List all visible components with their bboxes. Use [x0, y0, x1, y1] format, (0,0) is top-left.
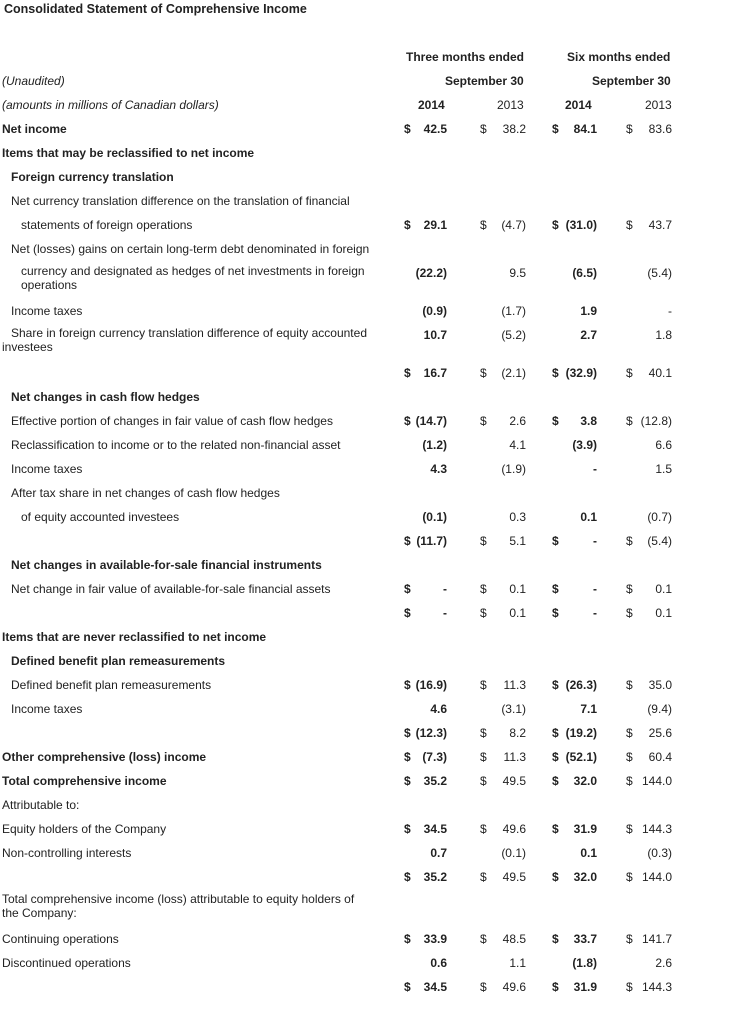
value-cell: (1.8): [572, 956, 597, 970]
table-row: [0, 508, 740, 526]
value-cell: (1.2): [422, 438, 447, 452]
value-cell: -: [668, 304, 672, 318]
year-header-4: 2013: [645, 98, 672, 112]
total-row: [0, 772, 740, 790]
value-cell: 0.7: [430, 846, 447, 860]
value-cell: 6.6: [655, 438, 672, 452]
unaudited-note: (Unaudited): [2, 74, 65, 88]
period-group-1-date: September 30: [445, 74, 524, 88]
value-cell: -: [593, 462, 597, 476]
value-cell: $ 0.1: [480, 582, 526, 596]
row-label: Net change in fair value of available-for-sale financial assets: [11, 582, 331, 596]
value-cell: 9.5: [509, 266, 526, 280]
value-cell: $ 83.6: [626, 122, 672, 136]
table-row: [0, 892, 740, 920]
table-row: [0, 192, 740, 210]
table-row: [0, 954, 740, 972]
subtotal-row: [0, 604, 740, 622]
table-row: [0, 302, 740, 320]
table-row: [0, 436, 740, 454]
value-cell: 1.9: [580, 304, 597, 318]
value-cell: $ 49.6: [480, 980, 526, 994]
value-cell: 0.3: [509, 510, 526, 524]
row-label: Effective portion of changes in fair value of cash flow hedges: [11, 414, 333, 428]
table-row: [0, 796, 740, 814]
value-cell: $ 38.2: [480, 122, 526, 136]
subtotal-row: [0, 724, 740, 742]
table-row: [0, 460, 740, 478]
table-row: [0, 676, 740, 694]
value-cell: $ 84.1: [552, 122, 597, 136]
period-group-1-label: Three months ended: [406, 50, 525, 64]
value-cell: 0.6: [430, 956, 447, 970]
value-cell: (1.7): [501, 304, 526, 318]
subsection-heading: [0, 556, 740, 574]
value-cell: $ 35.2: [404, 870, 447, 884]
value-cell: (0.3): [647, 846, 672, 860]
value-cell: $ 0.1: [480, 606, 526, 620]
table-row: [0, 484, 740, 502]
row-label: Non-controlling interests: [2, 846, 132, 860]
value-cell: $ 31.9: [552, 822, 597, 836]
value-cell: $ -: [552, 582, 597, 596]
table-row: [0, 820, 740, 838]
row-label: Income taxes: [11, 462, 83, 476]
value-cell: 4.3: [430, 462, 447, 476]
value-cell: $ (12.8): [626, 414, 672, 428]
table-row: [0, 412, 740, 430]
value-cell: 1.8: [655, 328, 672, 342]
table-row: [0, 326, 740, 354]
value-cell: $ 49.5: [480, 870, 526, 884]
value-cell: $ -: [552, 534, 597, 548]
table-row: [0, 264, 740, 292]
row-label: Total comprehensive income: [2, 774, 167, 788]
value-cell: $ 32.0: [552, 774, 597, 788]
subtotal-row: [0, 978, 740, 996]
value-cell: 7.1: [580, 702, 597, 716]
value-cell: (22.2): [415, 266, 447, 280]
value-cell: $ 25.6: [626, 726, 672, 740]
value-cell: $ (16.9): [404, 678, 447, 692]
value-cell: (9.4): [647, 702, 672, 716]
value-cell: 0.1: [580, 510, 597, 524]
value-cell: $ 60.4: [626, 750, 672, 764]
value-cell: $ 31.9: [552, 980, 597, 994]
subsection-heading: [0, 388, 740, 406]
value-cell: $ -: [552, 606, 597, 620]
row-label: Continuing operations: [2, 932, 119, 946]
row-label: Share in foreign currency translation difference of equity accounted investees: [2, 326, 367, 354]
value-cell: 2.6: [655, 956, 672, 970]
value-cell: $ 16.7: [404, 366, 447, 380]
value-cell: 0.1: [580, 846, 597, 860]
table-row: [0, 216, 740, 234]
value-cell: $ (31.0): [552, 218, 597, 232]
row-label: Reclassification to income or to the related non-financial asset: [11, 438, 341, 452]
total-row: [0, 748, 740, 766]
subtotal-row: [0, 868, 740, 886]
value-cell: $ -: [404, 582, 447, 596]
period-group-2-date: September 30: [592, 74, 671, 88]
period-group-2-label: Six months ended: [567, 50, 671, 64]
value-cell: $ 49.6: [480, 822, 526, 836]
table-row: [0, 700, 740, 718]
value-cell: $ 5.1: [480, 534, 526, 548]
section-heading: [0, 144, 740, 162]
subsection-heading: [0, 652, 740, 670]
value-cell: $ 144.0: [626, 870, 672, 884]
row-label: Net income: [2, 122, 67, 136]
subsection-heading: [0, 168, 740, 186]
row-label: After tax share in net changes of cash flow hedges: [11, 486, 280, 500]
value-cell: $ (12.3): [404, 726, 447, 740]
value-cell: $ 33.7: [552, 932, 597, 946]
value-cell: $ -: [404, 606, 447, 620]
row-label: Defined benefit plan remeasurements: [11, 654, 226, 668]
table-row: [0, 580, 740, 598]
row-label: Equity holders of the Company: [2, 822, 167, 836]
value-cell: $ 3.8: [552, 414, 597, 428]
value-cell: (3.9): [572, 438, 597, 452]
value-cell: (5.2): [501, 328, 526, 342]
value-cell: $ 34.5: [404, 980, 447, 994]
value-cell: $ (52.1): [552, 750, 597, 764]
value-cell: $ 42.5: [404, 122, 447, 136]
value-cell: $ (11.7): [404, 534, 447, 548]
row-label: Income taxes: [11, 304, 83, 318]
statement-title: Consolidated Statement of Comprehensive Income: [4, 2, 307, 16]
value-cell: 4.6: [430, 702, 447, 716]
value-cell: $ 32.0: [552, 870, 597, 884]
year-header-2: 2013: [497, 98, 524, 112]
row-label: Total comprehensive income (loss) attributable to equity holders of the Company:: [2, 892, 355, 920]
value-cell: $ (2.1): [480, 366, 526, 380]
value-cell: $ 43.7: [626, 218, 672, 232]
value-cell: $ (4.7): [480, 218, 526, 232]
value-cell: $ (5.4): [626, 534, 672, 548]
year-header-1: 2014: [418, 98, 445, 112]
value-cell: $ 8.2: [480, 726, 526, 740]
value-cell: 2.7: [580, 328, 597, 342]
value-cell: (0.1): [501, 846, 526, 860]
row-label: Defined benefit plan remeasurements: [11, 678, 212, 692]
row-label: Net changes in cash flow hedges: [11, 390, 200, 404]
value-cell: 10.7: [423, 328, 447, 342]
value-cell: $ 141.7: [626, 932, 672, 946]
value-cell: $ 48.5: [480, 932, 526, 946]
value-cell: (0.7): [647, 510, 672, 524]
row-label: Attributable to:: [2, 798, 80, 812]
value-cell: (5.4): [647, 266, 672, 280]
row-label: statements of foreign operations: [21, 218, 193, 232]
row-label: Net changes in available-for-sale financial instruments: [11, 558, 322, 572]
value-cell: $ 34.5: [404, 822, 447, 836]
value-cell: $ 0.1: [626, 582, 672, 596]
value-cell: $ (7.3): [404, 750, 447, 764]
table-row: [0, 930, 740, 948]
value-cell: (6.5): [572, 266, 597, 280]
value-cell: (0.9): [422, 304, 447, 318]
year-header-3: 2014: [565, 98, 592, 112]
row-label: Net (losses) gains on certain long-term debt denominated in foreign: [11, 242, 370, 256]
row-label: Other comprehensive (loss) income: [2, 750, 207, 764]
amounts-note: (amounts in millions of Canadian dollars): [2, 98, 219, 112]
table-row: [0, 240, 740, 258]
row-label: Discontinued operations: [2, 956, 131, 970]
value-cell: $ 144.3: [626, 980, 672, 994]
subtotal-row: [0, 532, 740, 550]
row-label: Items that are never reclassified to net income: [2, 630, 267, 644]
row-label: Items that may be reclassified to net income: [2, 146, 255, 160]
row-label: Net currency translation difference on the translation of financial: [11, 194, 350, 208]
section-heading: [0, 628, 740, 646]
value-cell: $ 35.2: [404, 774, 447, 788]
subtotal-row: [0, 364, 740, 382]
table-row: [0, 844, 740, 862]
value-cell: 1.1: [509, 956, 526, 970]
row-net-income: [0, 120, 740, 138]
row-label: Income taxes: [11, 702, 83, 716]
value-cell: $ 33.9: [404, 932, 447, 946]
value-cell: (3.1): [501, 702, 526, 716]
value-cell: 4.1: [509, 438, 526, 452]
value-cell: $ (19.2): [552, 726, 597, 740]
value-cell: $ 40.1: [626, 366, 672, 380]
value-cell: $ 0.1: [626, 606, 672, 620]
value-cell: $ (14.7): [404, 414, 447, 428]
value-cell: 1.5: [655, 462, 672, 476]
value-cell: $ 35.0: [626, 678, 672, 692]
value-cell: $ 2.6: [480, 414, 526, 428]
value-cell: $ 29.1: [404, 218, 447, 232]
value-cell: $ (32.9): [552, 366, 597, 380]
row-label: currency and designated as hedges of net investments in foreign operations: [21, 264, 365, 292]
value-cell: $ 11.3: [480, 750, 526, 764]
value-cell: $ 49.5: [480, 774, 526, 788]
value-cell: (1.9): [501, 462, 526, 476]
value-cell: $ 144.0: [626, 774, 672, 788]
value-cell: (0.1): [422, 510, 447, 524]
value-cell: $ 144.3: [626, 822, 672, 836]
value-cell: $ 11.3: [480, 678, 526, 692]
row-label: of equity accounted investees: [21, 510, 180, 524]
value-cell: $ (26.3): [552, 678, 597, 692]
row-label: Foreign currency translation: [11, 170, 174, 184]
